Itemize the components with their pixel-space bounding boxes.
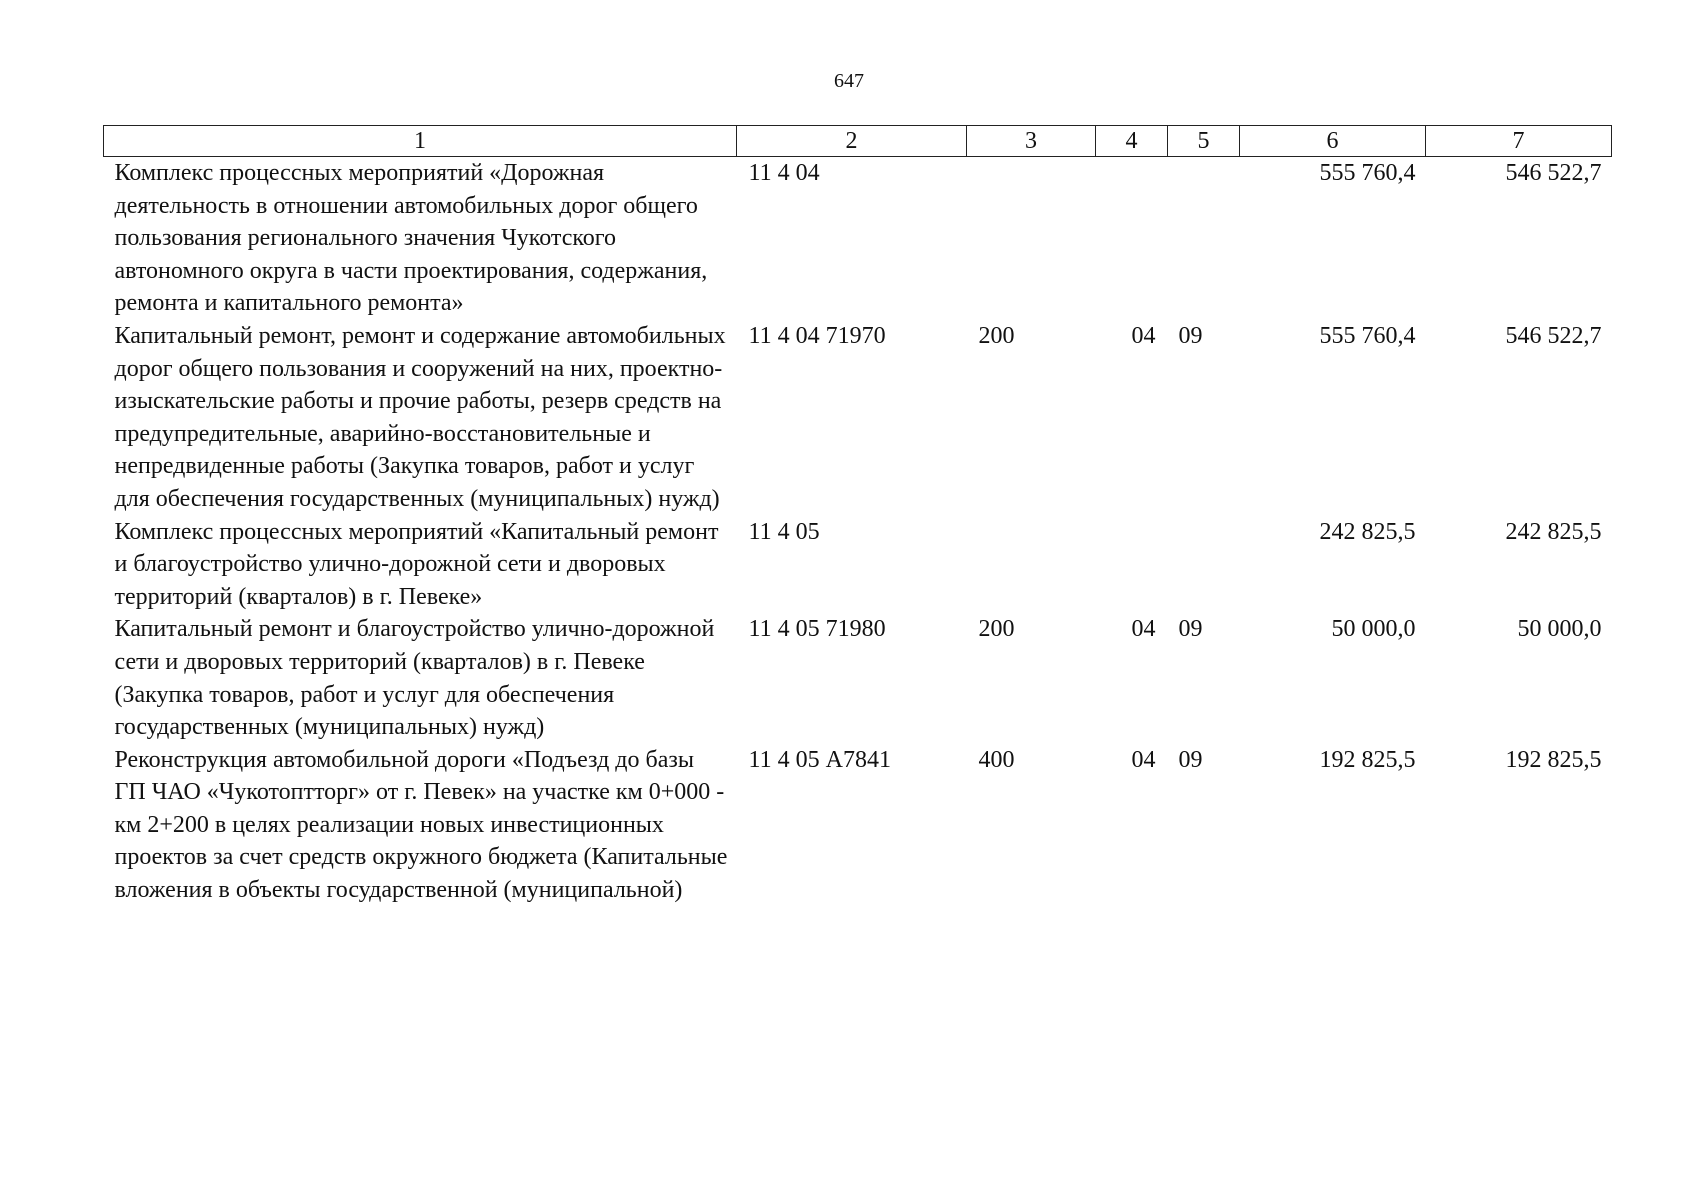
table-row: [104, 320, 1612, 516]
row-target-code: 11 4 04: [748, 160, 820, 186]
column-header-1: 1: [104, 126, 737, 157]
row-expense-type: 400: [978, 746, 1015, 773]
row-target-code: 11 4 05 71980: [748, 616, 886, 643]
row-subsection: [1168, 157, 1240, 320]
table-row: [104, 744, 1612, 907]
column-header-3: 3: [967, 126, 1096, 157]
row-amount-col6: 192 825,5: [1319, 746, 1416, 773]
row-target-code: 11 4 04 71970: [748, 322, 886, 349]
column-header-6: 6: [1240, 126, 1426, 157]
row-amount-col6: 555 760,4: [1319, 322, 1416, 349]
header-row: [104, 126, 1612, 157]
row-subsection: 09: [1178, 746, 1203, 773]
row-section: [1096, 157, 1168, 320]
row-expense-type: 200: [978, 322, 1015, 349]
column-header-2: 2: [737, 126, 967, 157]
row-amount-col7: 242 825,5: [1505, 518, 1602, 545]
page-number: 647: [834, 70, 864, 92]
row-expense-type: [967, 157, 1096, 320]
table-row: [104, 613, 1612, 743]
table-row: [104, 516, 1612, 614]
table-header: [104, 126, 1612, 157]
budget-table: [103, 125, 1612, 907]
row-section: 04: [1131, 322, 1156, 349]
row-amount-col6: 50 000,0: [1331, 616, 1416, 643]
column-header-7: 7: [1426, 126, 1612, 157]
row-amount-col6: 555 760,4: [1319, 160, 1416, 186]
row-name: Комплекс процессных мероприятий «Капитальный ремонт и благоустройство улично-дорожной сети и дворовых территорий (кварталов) в г. Певеке»: [114, 518, 719, 610]
row-amount-col6: 242 825,5: [1319, 518, 1416, 545]
row-name: Капитальный ремонт, ремонт и содержание автомобильных дорог общего пользования и сооружений на них, проектно-изыскательские работы и прочие работы, резерв средств на предупредительные, аварийно-восстановительные и непредвиденные работы (Закупка товаров, работ и услуг для обеспечения государственных (муниципальных) нужд): [114, 322, 726, 512]
row-name: Капитальный ремонт и благоустройство улично-дорожной сети и дворовых территорий (кварталов) в г. Певеке (Закупка товаров, работ и услуг для обеспечения государственных (муниципальных) нужд): [114, 616, 715, 741]
row-subsection: 09: [1178, 616, 1203, 643]
row-amount-col7: 546 522,7: [1505, 160, 1602, 186]
row-expense-type: [967, 516, 1096, 614]
row-section: [1096, 516, 1168, 614]
row-expense-type: 200: [978, 616, 1015, 643]
column-header-5: 5: [1168, 126, 1240, 157]
row-amount-col7: 192 825,5: [1505, 746, 1602, 773]
row-subsection: [1168, 516, 1240, 614]
column-header-4: 4: [1096, 126, 1168, 157]
row-section: 04: [1131, 616, 1156, 643]
row-target-code: 11 4 05 А7841: [748, 746, 891, 773]
row-name: Реконструкция автомобильной дороги «Подъезд до базы ГП ЧАО «Чукотоптторг» от г. Певек» на участке км 0+000 - км 2+200 в целях реализации новых инвестиционных проектов за счет средств окружного бюджета (Капитальные вложения в объекты государственной (муниципальной): [114, 746, 728, 904]
row-amount-col7: 50 000,0: [1517, 616, 1602, 643]
row-section: 04: [1131, 746, 1156, 773]
row-amount-col7: 546 522,7: [1505, 322, 1602, 349]
row-subsection: 09: [1178, 322, 1203, 349]
row-target-code: 11 4 05: [748, 518, 820, 545]
row-name: Комплекс процессных мероприятий «Дорожная деятельность в отношении автомобильных дорог общего пользования регионального значения Чукотского автономного округа в части проектирования, содержания, ремонта и капитального ремонта»: [114, 160, 708, 317]
table-row: [104, 157, 1612, 320]
table-body: [104, 157, 1612, 907]
